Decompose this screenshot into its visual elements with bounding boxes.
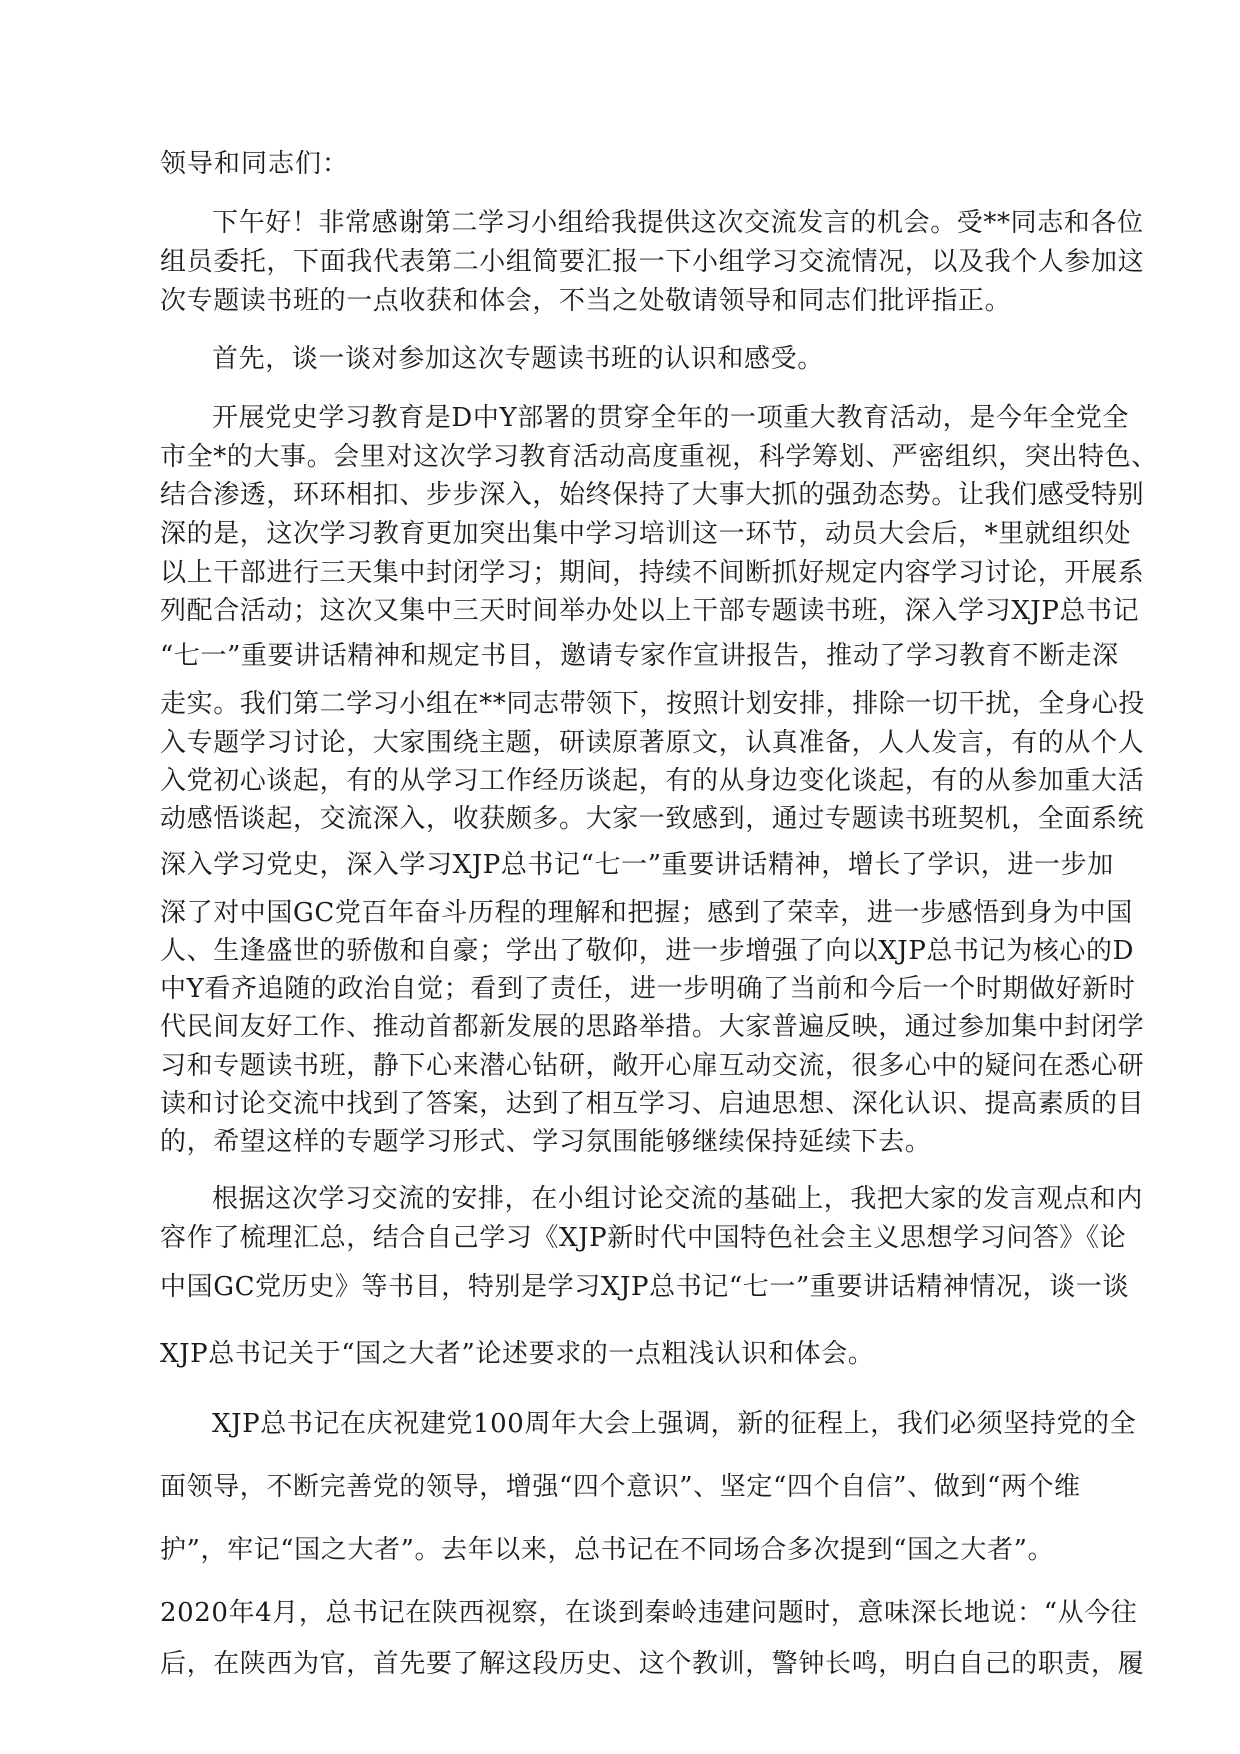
- salutation: 领导和同志们：: [160, 149, 350, 179]
- paragraph-3-line-14: 人、生逢盛世的骄傲和自豪；学出了敬仰，进一步增强了向以XJP总书记为核心的D: [160, 936, 1135, 966]
- paragraph-3-line-6: 列配合活动；这次又集中三天时间举办处以上干部专题读书班，深入学习XJP总书记: [160, 596, 1140, 626]
- paragraph-4-line-3: 中国GC党历史》等书目，特别是学习XJP总书记“七一”重要讲话精神情况，谈一谈: [160, 1272, 1130, 1302]
- paragraph-3-line-10: 入党初心谈起，有的从学习工作经历谈起，有的从身边变化谈起，有的从参加重大活: [160, 766, 1145, 796]
- paragraph-3-line-15: 中Y看齐追随的政治自觉；看到了责任，进一步明确了当前和今后一个时期做好新时: [160, 974, 1136, 1004]
- paragraph-1-line-3: 次专题读书班的一点收获和体会，不当之处敬请领导和同志们批评指正。: [160, 286, 1012, 316]
- paragraph-3-line-11: 动感悟谈起，交流深入，收获颇多。大家一致感到，通过专题读书班契机，全面系统: [160, 804, 1145, 834]
- paragraph-3-line-13: 深了对中国GC党百年奋斗历程的理解和把握；感到了荣幸，进一步感悟到身为中国: [160, 898, 1133, 928]
- paragraph-3-line-1: 开展党史学习教育是D中Y部署的贯穿全年的一项重大教育活动，是今年全党全: [212, 403, 1130, 433]
- paragraph-3-line-19: 的，希望这样的专题学习形式、学习氛围能够继续保持延续下去。: [160, 1127, 932, 1157]
- paragraph-5-line-2: 面领导，不断完善党的领导，增强“四个意识”、坚定“四个自信”、做到“两个维: [160, 1472, 1081, 1502]
- paragraph-5-line-5: 后，在陕西为官，首先要了解这段历史、这个教训，警钟长鸣，明白自己的职责，履: [160, 1649, 1145, 1679]
- paragraph-3-line-5: 以上干部进行三天集中封闭学习；期间，持续不间断抓好规定内容学习讨论，开展系: [160, 558, 1145, 588]
- paragraph-3-line-9: 入专题学习讨论，大家围绕主题，研读原著原文，认真准备，人人发言，有的从个人: [160, 728, 1145, 758]
- paragraph-5-line-1: XJP总书记在庆祝建党100周年大会上强调，新的征程上，我们必须坚持党的全: [212, 1409, 1137, 1439]
- paragraph-3-line-18: 读和讨论交流中找到了答案，达到了相互学习、启迪思想、深化认识、提高素质的目: [160, 1089, 1145, 1119]
- paragraph-3-line-12: 深入学习党史，深入学习XJP总书记“七一”重要讲话精神，增长了学识，进一步加: [160, 850, 1114, 880]
- paragraph-3-line-7: “七一”重要讲话精神和规定书目，邀请专家作宣讲报告，推动了学习教育不断走深: [160, 641, 1119, 671]
- paragraph-3-line-17: 习和专题读书班，静下心来潜心钻研，敞开心扉互动交流，很多心中的疑问在悉心研: [160, 1051, 1145, 1081]
- paragraph-3-line-4: 深的是，这次学习教育更加突出集中学习培训这一环节，动员大会后，*里就组织处: [160, 519, 1132, 549]
- paragraph-3-line-16: 代民间友好工作、推动首都新发展的思路举措。大家普遍反映，通过参加集中封闭学: [160, 1012, 1145, 1042]
- paragraph-3-line-8: 走实。我们第二学习小组在**同志带领下，按照计划安排，排除一切干扰，全身心投: [160, 689, 1145, 719]
- paragraph-4-line-2: 容作了梳理汇总，结合自己学习《XJP新时代中国特色社会主义思想学习问答》《论: [160, 1223, 1127, 1253]
- paragraph-5-line-3: 护”，牢记“国之大者”。去年以来，总书记在不同场合多次提到“国之大者”。: [160, 1535, 1055, 1565]
- paragraph-1-line-1: 下午好！非常感谢第二学习小组给我提供这次交流发言的机会。受**同志和各位: [212, 208, 1144, 238]
- paragraph-2-line-1: 首先，谈一谈对参加这次专题读书班的认识和感受。: [212, 344, 824, 374]
- paragraph-5-line-4: 2020年4月，总书记在陕西视察，在谈到秦岭违建问题时，意味深长地说：“从今往: [160, 1598, 1138, 1628]
- paragraph-1-line-2: 组员委托，下面我代表第二小组简要汇报一下小组学习交流情况，以及我个人参加这: [160, 247, 1145, 277]
- paragraph-4-line-4: XJP总书记关于“国之大者”论述要求的一点粗浅认识和体会。: [160, 1339, 875, 1369]
- paragraph-4-line-1: 根据这次学习交流的安排，在小组讨论交流的基础上，我把大家的发言观点和内: [212, 1184, 1144, 1214]
- paragraph-3-line-2: 市全*的大事。会里对这次学习教育活动高度重视，科学筹划、严密组织，突出特色、: [160, 442, 1158, 472]
- paragraph-3-line-3: 结合渗透，环环相扣、步步深入，始终保持了大事大抓的强劲态势。让我们感受特别: [160, 480, 1145, 510]
